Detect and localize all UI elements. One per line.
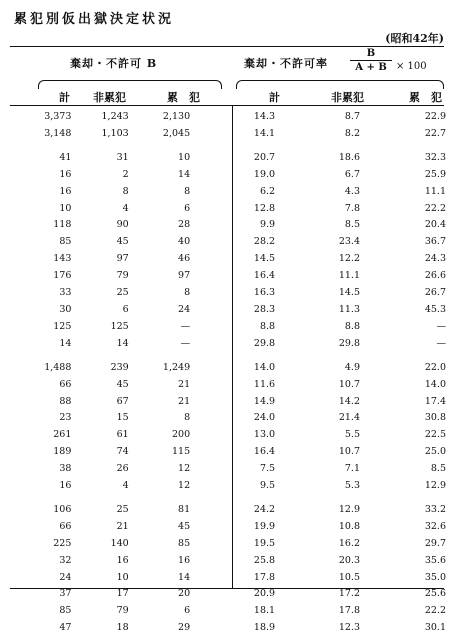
table-row bbox=[10, 109, 446, 126]
cell-nonrecid-b: 61 bbox=[116, 429, 129, 441]
cell-recid-rate: 22.7 bbox=[424, 127, 446, 139]
cell-recid-rate: 25.6 bbox=[424, 588, 446, 600]
cell-nonrecid-rate: 12.3 bbox=[338, 622, 360, 634]
cell-nonrecid-b: 90 bbox=[116, 219, 129, 231]
cell-nonrecid-b: 6 bbox=[122, 303, 129, 315]
cell-nonrecid-rate: 20.3 bbox=[338, 554, 360, 566]
cell-total-rate: 7.5 bbox=[259, 463, 276, 475]
cell-recid-b: 8 bbox=[184, 185, 191, 197]
year-note: (昭和42年) bbox=[385, 32, 444, 45]
cell-recid-b: 85 bbox=[178, 537, 191, 549]
cell-recid-rate: 22.5 bbox=[424, 429, 446, 441]
cell-nonrecid-b: 25 bbox=[116, 287, 129, 299]
cell-total-b: 143 bbox=[53, 253, 72, 265]
cell-nonrecid-rate: 10.7 bbox=[338, 446, 360, 458]
cell-total-rate: 14.3 bbox=[253, 111, 276, 122]
cell-nonrecid-rate: 29.8 bbox=[338, 337, 360, 349]
cell-nonrecid-rate: 16.2 bbox=[338, 537, 360, 549]
cell-nonrecid-rate: 21.4 bbox=[338, 412, 360, 424]
cell-recid-b: 40 bbox=[178, 236, 191, 248]
cell-total-rate: 24.0 bbox=[253, 412, 276, 424]
cell-nonrecid-rate: 12.2 bbox=[338, 253, 360, 265]
cell-nonrecid-b: 4 bbox=[122, 480, 129, 492]
cell-nonrecid-rate: 10.8 bbox=[338, 520, 360, 532]
table-row bbox=[10, 394, 446, 411]
cell-total-rate: 16.4 bbox=[253, 270, 276, 282]
cell-nonrecid-b: 239 bbox=[110, 361, 129, 373]
cell-recid-rate: 33.2 bbox=[424, 503, 446, 515]
cell-recid-b: 21 bbox=[178, 395, 191, 407]
cell-nonrecid-rate: 7.8 bbox=[344, 202, 360, 214]
table-row bbox=[10, 620, 446, 637]
col-header-recid-rate: 累 犯 bbox=[409, 91, 442, 104]
cell-nonrecid-b: 125 bbox=[110, 320, 129, 332]
cell-recid-b: 115 bbox=[171, 446, 191, 458]
cell-nonrecid-b: 140 bbox=[110, 537, 129, 549]
cell-nonrecid-b: 17 bbox=[116, 588, 129, 600]
cell-nonrecid-rate: 17.2 bbox=[338, 588, 360, 600]
cell-total-b: 10 bbox=[59, 202, 72, 214]
cell-nonrecid-rate: 11.3 bbox=[338, 303, 360, 315]
cell-nonrecid-b: 45 bbox=[116, 378, 129, 390]
cell-total-rate: 20.7 bbox=[253, 151, 276, 163]
cell-total-b: 38 bbox=[59, 463, 72, 475]
top-rule bbox=[10, 46, 444, 47]
col-header-total-b: 計 bbox=[59, 91, 70, 104]
cell-recid-rate: 12.9 bbox=[424, 480, 446, 492]
cell-total-rate: 25.8 bbox=[253, 554, 276, 566]
data-table bbox=[10, 109, 446, 637]
cell-nonrecid-b: 97 bbox=[116, 253, 129, 265]
cell-total-b: 176 bbox=[53, 270, 72, 282]
cell-recid-b: 14 bbox=[178, 168, 191, 180]
table-row bbox=[10, 336, 446, 353]
cell-total-b: 37 bbox=[59, 588, 72, 600]
cell-total-b: 66 bbox=[59, 378, 72, 390]
table-row bbox=[10, 184, 446, 201]
cell-total-rate: 9.5 bbox=[259, 480, 276, 492]
cell-nonrecid-rate: 8.7 bbox=[344, 111, 360, 122]
col-header-nonrecid-rate: 非累犯 bbox=[331, 91, 364, 104]
left-group-brace bbox=[38, 80, 222, 89]
cell-total-b: 125 bbox=[53, 320, 72, 332]
col-header-nonrecid-b: 非累犯 bbox=[93, 91, 126, 104]
cell-nonrecid-b: 25 bbox=[116, 503, 129, 515]
cell-recid-rate: 8.5 bbox=[430, 463, 446, 475]
table-row bbox=[10, 444, 446, 461]
data-table-body bbox=[10, 109, 446, 637]
table-row bbox=[10, 353, 446, 377]
cell-total-rate: 9.9 bbox=[259, 219, 276, 231]
cell-recid-b: 97 bbox=[178, 270, 191, 282]
cell-recid-rate: 32.3 bbox=[424, 151, 446, 163]
cell-total-b: 118 bbox=[53, 219, 72, 231]
cell-nonrecid-rate: 8.2 bbox=[344, 127, 360, 139]
left-group-header: 棄却・不許可 B bbox=[70, 57, 158, 70]
cell-total-rate: 6.2 bbox=[259, 185, 276, 197]
cell-nonrecid-rate: 14.2 bbox=[338, 395, 360, 407]
cell-nonrecid-b: 15 bbox=[116, 412, 129, 424]
right-group-brace bbox=[236, 80, 444, 89]
cell-recid-rate: 26.7 bbox=[424, 287, 446, 299]
cell-recid-rate: — bbox=[436, 337, 446, 349]
cell-nonrecid-rate: 23.4 bbox=[338, 236, 360, 248]
table-row bbox=[10, 268, 446, 285]
cell-recid-b: 24 bbox=[178, 303, 191, 315]
cell-recid-b: 8 bbox=[184, 287, 191, 299]
cell-total-rate: 14.9 bbox=[253, 395, 276, 407]
table-row bbox=[10, 201, 446, 218]
cell-recid-rate: 45.3 bbox=[424, 303, 446, 315]
col-header-recid-b: 累 犯 bbox=[167, 91, 200, 104]
cell-total-rate: 18.9 bbox=[253, 622, 276, 634]
cell-nonrecid-rate: 17.8 bbox=[338, 605, 360, 617]
cell-recid-rate: 25.9 bbox=[424, 168, 446, 180]
cell-recid-rate: 29.7 bbox=[424, 537, 446, 549]
fraction-numerator: B bbox=[350, 48, 392, 61]
cell-recid-b: 12 bbox=[178, 463, 191, 475]
table-row bbox=[10, 319, 446, 336]
table-row bbox=[10, 603, 446, 620]
cell-total-rate: 24.2 bbox=[253, 503, 276, 515]
cell-recid-b: 29 bbox=[178, 622, 191, 634]
cell-recid-rate: 24.3 bbox=[424, 253, 446, 265]
cell-nonrecid-rate: 5.5 bbox=[344, 429, 360, 441]
cell-total-b: 14 bbox=[59, 337, 72, 349]
cell-total-b: 189 bbox=[53, 446, 72, 458]
cell-total-rate: 16.3 bbox=[253, 287, 276, 299]
cell-recid-b: — bbox=[180, 320, 191, 332]
cell-recid-b: 2,045 bbox=[162, 127, 191, 139]
cell-nonrecid-b: 8 bbox=[122, 185, 129, 197]
cell-total-rate: 14.0 bbox=[253, 361, 276, 373]
cell-recid-rate: 32.6 bbox=[424, 520, 446, 532]
cell-total-b: 225 bbox=[53, 537, 72, 549]
cell-total-b: 1,488 bbox=[44, 361, 72, 373]
cell-recid-b: 14 bbox=[178, 571, 191, 583]
table-row bbox=[10, 143, 446, 167]
table-row bbox=[10, 536, 446, 553]
cell-total-b: 88 bbox=[59, 395, 72, 407]
cell-recid-b: 6 bbox=[184, 605, 191, 617]
cell-recid-b: 6 bbox=[184, 202, 191, 214]
cell-total-rate: 19.5 bbox=[253, 537, 276, 549]
table-row bbox=[10, 570, 446, 587]
cell-nonrecid-rate: 12.9 bbox=[338, 503, 360, 515]
cell-nonrecid-b: 18 bbox=[116, 622, 129, 634]
table-row bbox=[10, 251, 446, 268]
cell-recid-b: 12 bbox=[178, 480, 191, 492]
cell-nonrecid-rate: 8.8 bbox=[344, 320, 360, 332]
cell-total-b: 106 bbox=[53, 503, 72, 515]
cell-nonrecid-rate: 10.7 bbox=[338, 378, 360, 390]
cell-recid-rate: 30.8 bbox=[424, 412, 446, 424]
right-group-header: 棄却・不許可率 bbox=[244, 57, 328, 70]
times-hundred: × 100 bbox=[396, 61, 427, 72]
cell-recid-rate: 22.2 bbox=[424, 202, 446, 214]
cell-recid-rate: 11.1 bbox=[424, 185, 446, 197]
cell-nonrecid-rate: 18.6 bbox=[338, 151, 360, 163]
cell-total-rate: 16.4 bbox=[253, 446, 276, 458]
cell-nonrecid-b: 4 bbox=[122, 202, 129, 214]
table-row bbox=[10, 519, 446, 536]
cell-nonrecid-rate: 8.5 bbox=[344, 219, 360, 231]
cell-total-rate: 14.5 bbox=[253, 253, 276, 265]
cell-total-b: 3,148 bbox=[44, 127, 72, 139]
table-row bbox=[10, 167, 446, 184]
cell-total-rate: 19.9 bbox=[253, 520, 276, 532]
table-row bbox=[10, 553, 446, 570]
cell-recid-b: 200 bbox=[171, 429, 191, 441]
table-row bbox=[10, 377, 446, 394]
cell-nonrecid-b: 1,243 bbox=[101, 111, 129, 122]
cell-total-b: 47 bbox=[59, 622, 72, 634]
cell-recid-rate: 22.2 bbox=[424, 605, 446, 617]
cell-recid-rate: 20.4 bbox=[424, 219, 446, 231]
cell-nonrecid-b: 45 bbox=[116, 236, 129, 248]
cell-total-b: 33 bbox=[59, 287, 72, 299]
cell-recid-b: 28 bbox=[178, 219, 191, 231]
cell-recid-rate: 14.0 bbox=[424, 378, 446, 390]
cell-total-rate: 8.8 bbox=[259, 320, 276, 332]
cell-total-b: 16 bbox=[59, 480, 72, 492]
cell-total-rate: 12.8 bbox=[253, 202, 276, 214]
cell-recid-b: 2,130 bbox=[162, 111, 191, 122]
cell-recid-b: 1,249 bbox=[162, 361, 191, 373]
table-row bbox=[10, 586, 446, 603]
cell-nonrecid-rate: 10.5 bbox=[338, 571, 360, 583]
table-row bbox=[10, 461, 446, 478]
cell-total-b: 261 bbox=[53, 429, 72, 441]
cell-total-b: 32 bbox=[59, 554, 72, 566]
cell-recid-b: 45 bbox=[178, 520, 191, 532]
cell-recid-rate: 35.0 bbox=[424, 571, 446, 583]
cell-total-rate: 17.8 bbox=[253, 571, 276, 583]
bottom-rule bbox=[10, 588, 444, 589]
header-rule bbox=[10, 105, 444, 106]
cell-nonrecid-b: 79 bbox=[116, 605, 129, 617]
cell-total-b: 16 bbox=[59, 168, 72, 180]
cell-recid-b: 21 bbox=[178, 378, 191, 390]
cell-recid-b: 20 bbox=[178, 588, 191, 600]
cell-total-b: 30 bbox=[59, 303, 72, 315]
fraction-denominator: A + B bbox=[355, 62, 387, 73]
cell-nonrecid-rate: 7.1 bbox=[344, 463, 360, 475]
cell-nonrecid-b: 79 bbox=[116, 270, 129, 282]
cell-nonrecid-b: 14 bbox=[116, 337, 129, 349]
cell-nonrecid-rate: 4.3 bbox=[344, 185, 360, 197]
cell-recid-b: 46 bbox=[178, 253, 191, 265]
cell-recid-rate: 30.1 bbox=[424, 622, 446, 634]
cell-nonrecid-b: 74 bbox=[116, 446, 129, 458]
cell-total-b: 23 bbox=[59, 412, 72, 424]
table-title: 累犯別仮出獄決定状況 bbox=[14, 12, 175, 27]
cell-recid-rate: 36.7 bbox=[424, 236, 446, 248]
cell-total-rate: 28.3 bbox=[253, 303, 276, 315]
cell-total-b: 16 bbox=[59, 185, 72, 197]
table-row bbox=[10, 217, 446, 234]
cell-nonrecid-b: 26 bbox=[116, 463, 129, 475]
cell-recid-rate: 22.9 bbox=[424, 111, 446, 122]
cell-nonrecid-b: 16 bbox=[116, 554, 129, 566]
cell-nonrecid-b: 1,103 bbox=[101, 127, 129, 139]
cell-total-rate: 14.1 bbox=[253, 127, 276, 139]
cell-nonrecid-b: 31 bbox=[116, 151, 129, 163]
cell-nonrecid-b: 21 bbox=[116, 520, 129, 532]
table-row bbox=[10, 410, 446, 427]
cell-nonrecid-b: 2 bbox=[122, 168, 129, 180]
cell-total-rate: 18.1 bbox=[253, 605, 276, 617]
cell-recid-b: 8 bbox=[184, 412, 191, 424]
cell-total-rate: 29.8 bbox=[253, 337, 276, 349]
table-row bbox=[10, 495, 446, 519]
cell-total-b: 85 bbox=[59, 236, 72, 248]
rate-fraction bbox=[350, 48, 392, 73]
cell-recid-rate: 22.0 bbox=[424, 361, 446, 373]
cell-nonrecid-rate: 4.9 bbox=[344, 361, 360, 373]
cell-total-rate: 11.6 bbox=[253, 378, 276, 390]
cell-recid-rate: 35.6 bbox=[424, 554, 446, 566]
cell-nonrecid-rate: 5.3 bbox=[344, 480, 360, 492]
cell-recid-rate: 26.6 bbox=[424, 270, 446, 282]
cell-total-rate: 13.0 bbox=[253, 429, 276, 441]
col-header-total-rate: 計 bbox=[269, 91, 280, 104]
cell-total-rate: 19.0 bbox=[253, 168, 276, 180]
table-row bbox=[10, 302, 446, 319]
cell-total-b: 85 bbox=[59, 605, 72, 617]
table-row bbox=[10, 285, 446, 302]
cell-recid-rate: 17.4 bbox=[424, 395, 446, 407]
cell-recid-b: 10 bbox=[178, 151, 191, 163]
cell-recid-b: 16 bbox=[178, 554, 191, 566]
cell-total-rate: 28.2 bbox=[253, 236, 276, 248]
cell-total-rate: 20.9 bbox=[253, 588, 276, 600]
table-row bbox=[10, 126, 446, 143]
cell-nonrecid-b: 67 bbox=[116, 395, 129, 407]
cell-total-b: 66 bbox=[59, 520, 72, 532]
table-row bbox=[10, 234, 446, 251]
cell-total-b: 3,373 bbox=[44, 111, 72, 122]
cell-nonrecid-rate: 14.5 bbox=[338, 287, 360, 299]
cell-recid-b: — bbox=[180, 337, 191, 349]
cell-nonrecid-rate: 11.1 bbox=[338, 270, 360, 282]
table-row bbox=[10, 427, 446, 444]
cell-recid-rate: — bbox=[436, 320, 446, 332]
table-row bbox=[10, 478, 446, 495]
cell-nonrecid-rate: 6.7 bbox=[344, 168, 360, 180]
cell-recid-rate: 25.0 bbox=[424, 446, 446, 458]
cell-nonrecid-b: 10 bbox=[116, 571, 129, 583]
cell-total-b: 41 bbox=[59, 151, 72, 163]
cell-total-b: 24 bbox=[59, 571, 72, 583]
cell-recid-b: 81 bbox=[178, 503, 191, 515]
